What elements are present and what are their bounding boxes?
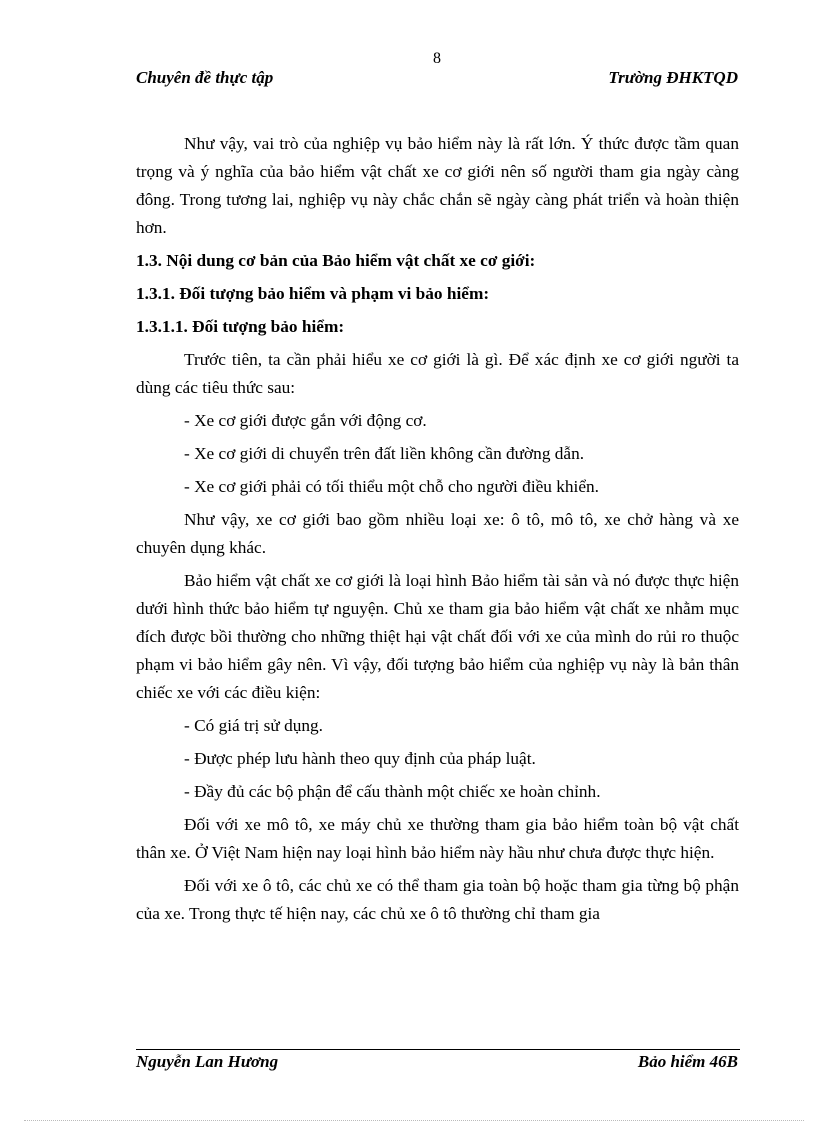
paragraph-motorbike: Đối với xe mô tô, xe máy chủ xe thường tham gia bảo hiểm toàn bộ vật chất thân xe. Ở Việt Nam hiện nay loại hình bảo hiểm này hầu như chưa được thực hiện. <box>136 815 739 862</box>
subsection-heading: 1.3.1. Đối tượng bảo hiểm và phạm vi bảo hiểm: <box>136 284 490 303</box>
footer-author: Nguyễn Lan Hương <box>136 1052 279 1071</box>
paragraph-insurance-object: Bảo hiểm vật chất xe cơ giới là loại hình Bảo hiểm tài sản và nó được thực hiện dưới hình thức bảo hiểm tự nguyện. Chủ xe tham gia bảo hiểm vật chất xe nhằm mục đích được bồi thường cho những thiệt hại vật chất đối với xe của mình do rủi ro thuộc phạm vi bảo hiểm gây nên. Vì vậy, đối tượng bảo hiểm của nghiệp vụ này là bản thân chiếc xe với các điều kiện: <box>136 571 739 702</box>
paragraph-intro: Như vậy, vai trò của nghiệp vụ bảo hiểm này là rất lớn. Ý thức được tầm quan trọng và ý nghĩa của bảo hiểm vật chất xe cơ giới nên số người tham gia ngày càng đông. Trong tương lai, nghiệp vụ này chắc chắn sẽ ngày càng phát triển và hoàn thiện hơn. <box>136 134 739 237</box>
header-title-right: Trường ĐHKTQD <box>608 68 738 87</box>
condition-item: - Được phép lưu hành theo quy định của pháp luật. <box>184 749 536 768</box>
condition-item: - Đầy đủ các bộ phận để cấu thành một chiếc xe hoàn chỉnh. <box>184 782 601 801</box>
footer-class: Bảo hiểm 46B <box>637 1052 738 1071</box>
paragraph-vehicle-types: Như vậy, xe cơ giới bao gồm nhiều loại xe: ô tô, mô tô, xe chở hàng và xe chuyên dụng khác. <box>136 510 739 557</box>
criteria-item: - Xe cơ giới được gắn với động cơ. <box>184 411 427 430</box>
paragraph-definition: Trước tiên, ta cần phải hiểu xe cơ giới là gì. Để xác định xe cơ giới người ta dùng các tiêu thức sau: <box>136 350 739 397</box>
footer-divider <box>136 1049 740 1050</box>
criteria-item: - Xe cơ giới di chuyển trên đất liền không cần đường dẫn. <box>184 444 585 463</box>
document-body <box>136 130 739 928</box>
header-title-left: Chuyên đề thực tập <box>136 68 274 87</box>
criteria-item: - Xe cơ giới phải có tối thiểu một chỗ cho người điều khiển. <box>184 477 599 496</box>
page-edge-divider <box>24 1120 804 1121</box>
condition-item: - Có giá trị sử dụng. <box>184 716 323 735</box>
subsubsection-heading: 1.3.1.1. Đối tượng bảo hiểm: <box>136 317 345 336</box>
paragraph-car: Đối với xe ô tô, các chủ xe có thể tham gia toàn bộ hoặc tham gia từng bộ phận của xe. Trong thực tế hiện nay, các chủ xe ô tô thường chỉ tham gia <box>136 876 739 923</box>
page-number: 8 <box>433 50 441 67</box>
section-heading: 1.3. Nội dung cơ bản của Bảo hiểm vật chất xe cơ giới: <box>136 251 536 270</box>
